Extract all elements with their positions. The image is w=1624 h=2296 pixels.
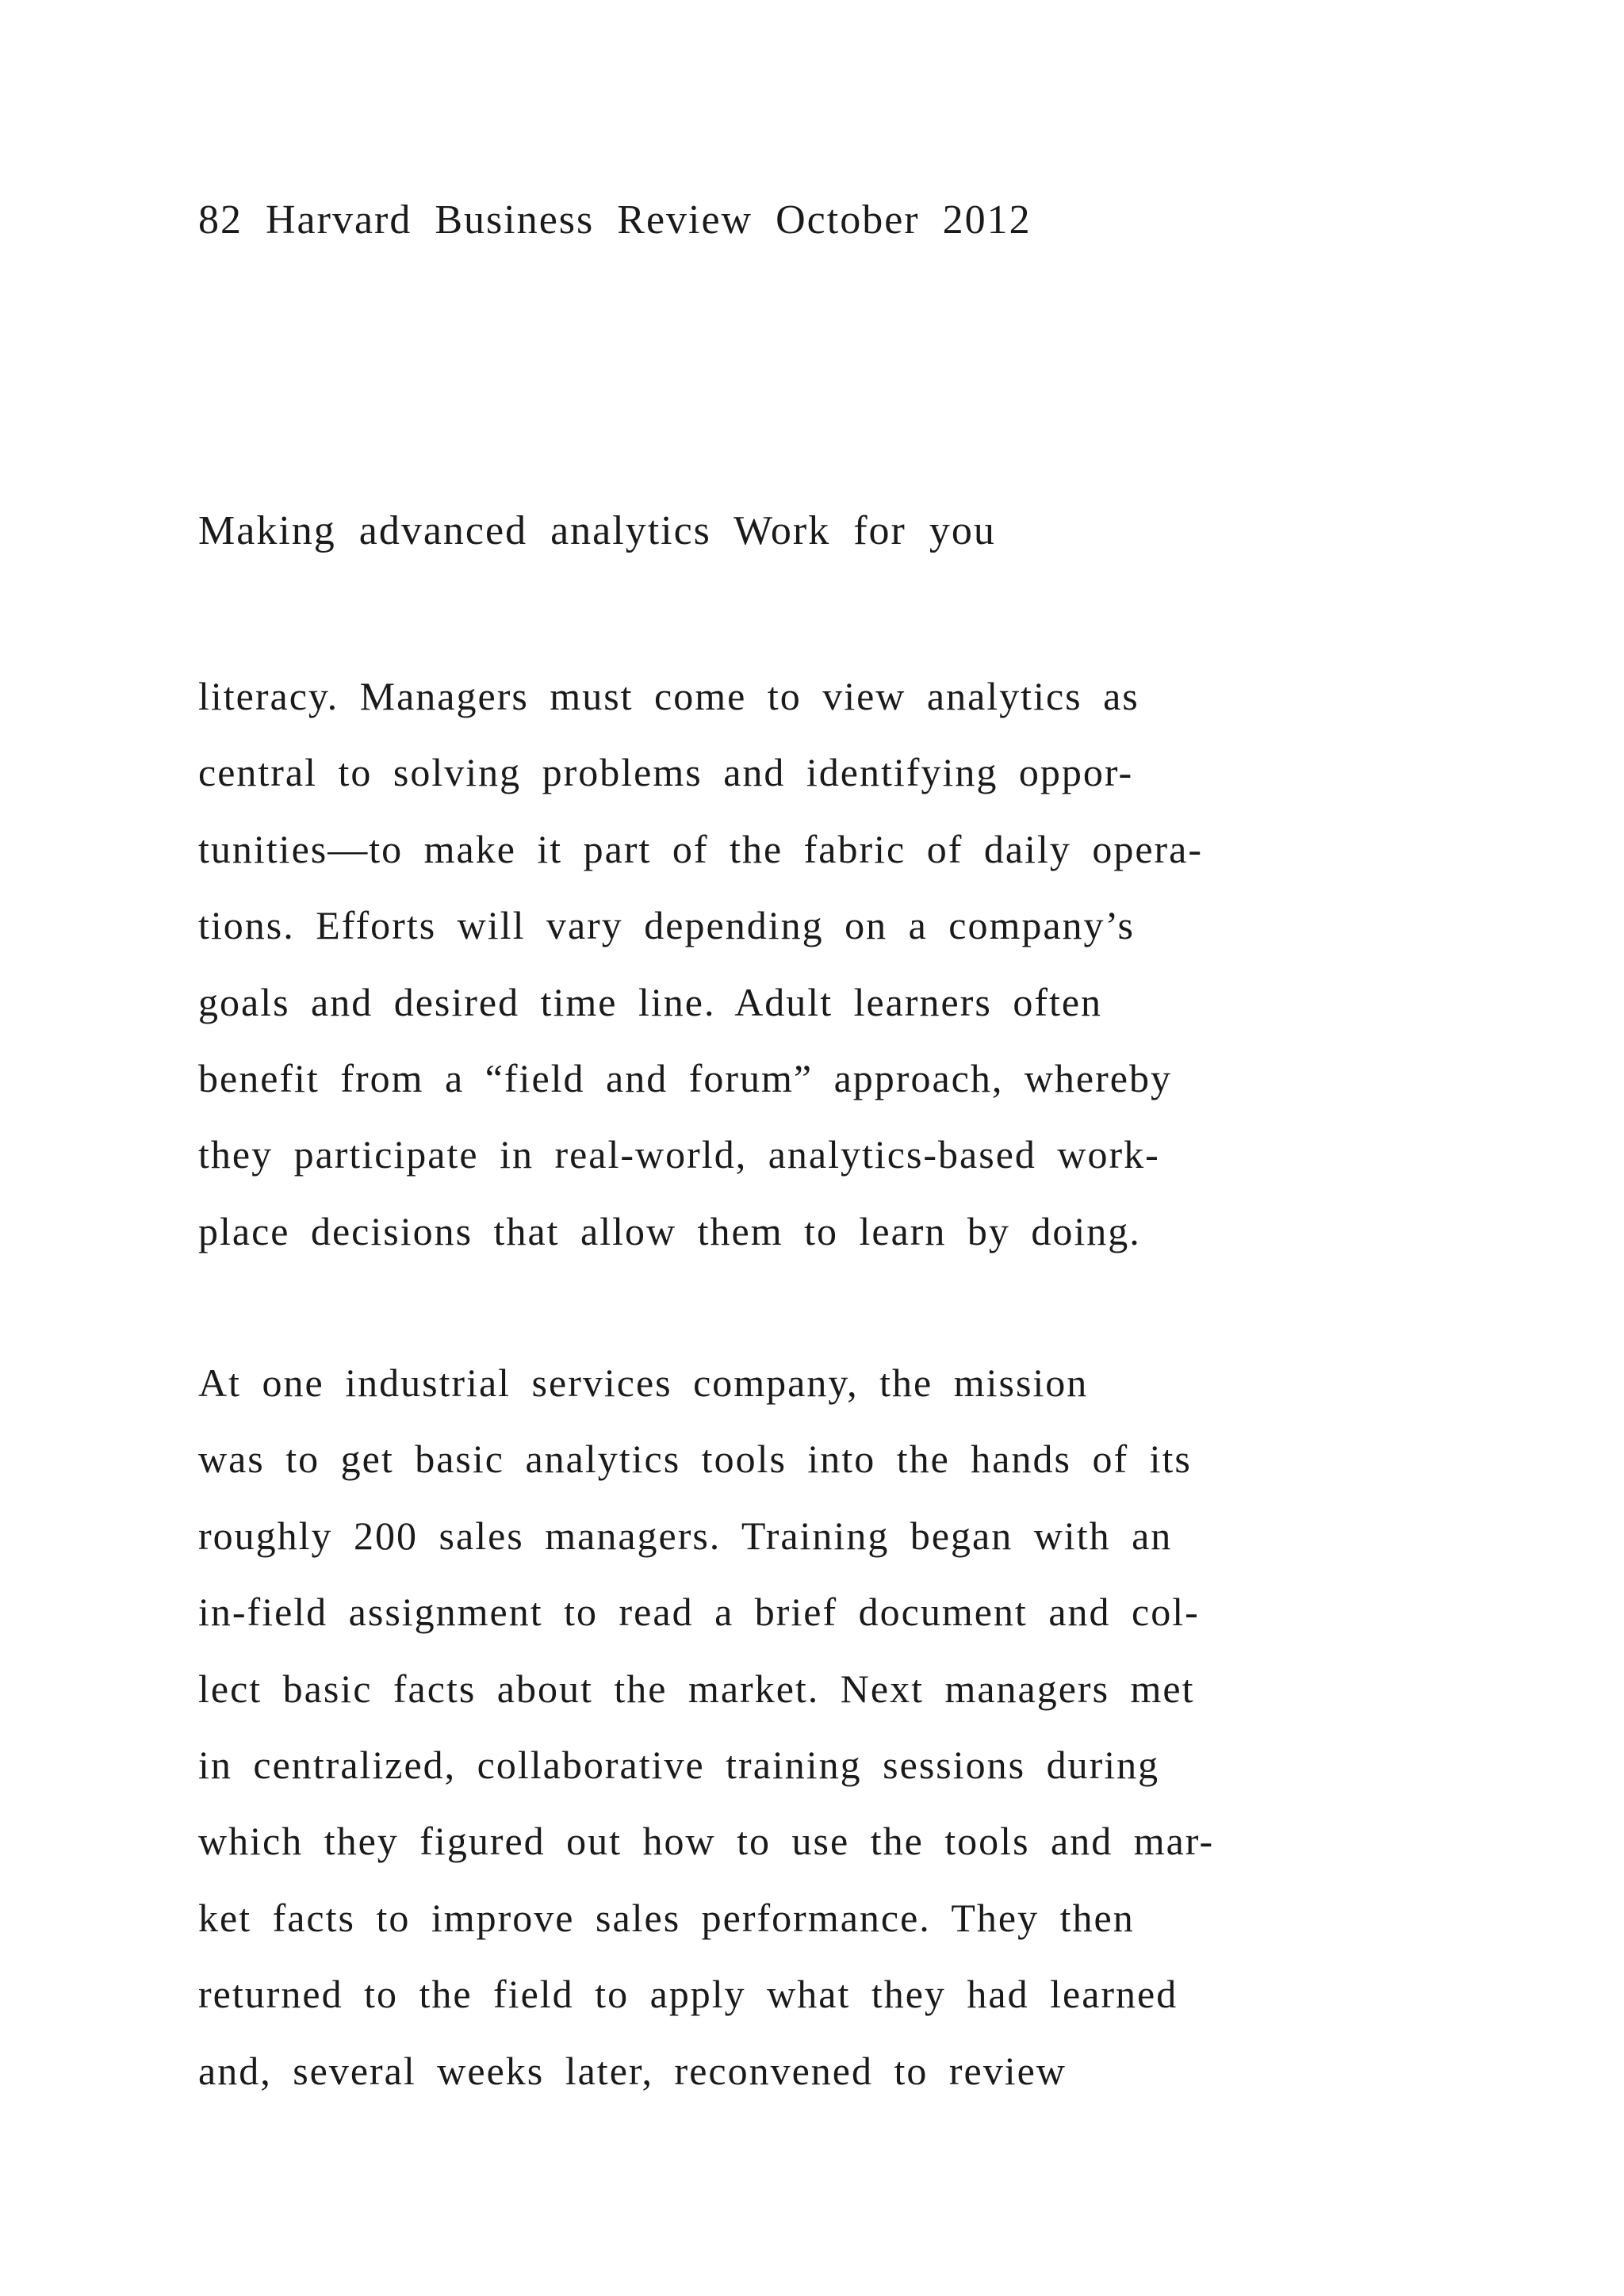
text-line: in-field assignment to read a brief document and col- <box>198 1590 1200 1635</box>
text-line: returned to the field to apply what they had learned <box>198 1972 1178 2017</box>
text-line: goals and desired time line. Adult learners often <box>198 979 1103 1024</box>
text-line: they participate in real-world, analytics-based work- <box>198 1132 1160 1177</box>
text-line: lect basic facts about the market. Next managers met <box>198 1666 1195 1711</box>
text-line: At one industrial services company, the mission <box>198 1360 1089 1405</box>
body-paragraph-2 <box>198 1345 1467 2109</box>
text-line: roughly 200 sales managers. Training began with an <box>198 1513 1173 1558</box>
body-paragraph-1 <box>198 658 1467 1269</box>
article-title: Making advanced analytics Work for you <box>198 508 996 553</box>
text-line: in centralized, collaborative training sessions during <box>198 1743 1160 1788</box>
running-header: 82 Harvard Business Review October 2012 <box>198 197 1032 243</box>
text-line: which they figured out how to use the tools and mar- <box>198 1819 1215 1864</box>
text-line: benefit from a “field and forum” approach, whereby <box>198 1056 1172 1101</box>
text-line: tions. Efforts will vary depending on a company’s <box>198 903 1135 948</box>
text-line: was to get basic analytics tools into the hands of its <box>198 1437 1192 1482</box>
text-line: place decisions that allow them to learn by doing. <box>198 1208 1141 1253</box>
text-line: and, several weeks later, reconvened to review <box>198 2048 1067 2093</box>
text-line: ket facts to improve sales performance. They then <box>198 1895 1135 1940</box>
text-line: literacy. Managers must come to view analytics as <box>198 674 1139 718</box>
text-line: central to solving problems and identifying oppor- <box>198 750 1134 795</box>
text-line: tunities—to make it part of the fabric of daily opera- <box>198 826 1204 871</box>
